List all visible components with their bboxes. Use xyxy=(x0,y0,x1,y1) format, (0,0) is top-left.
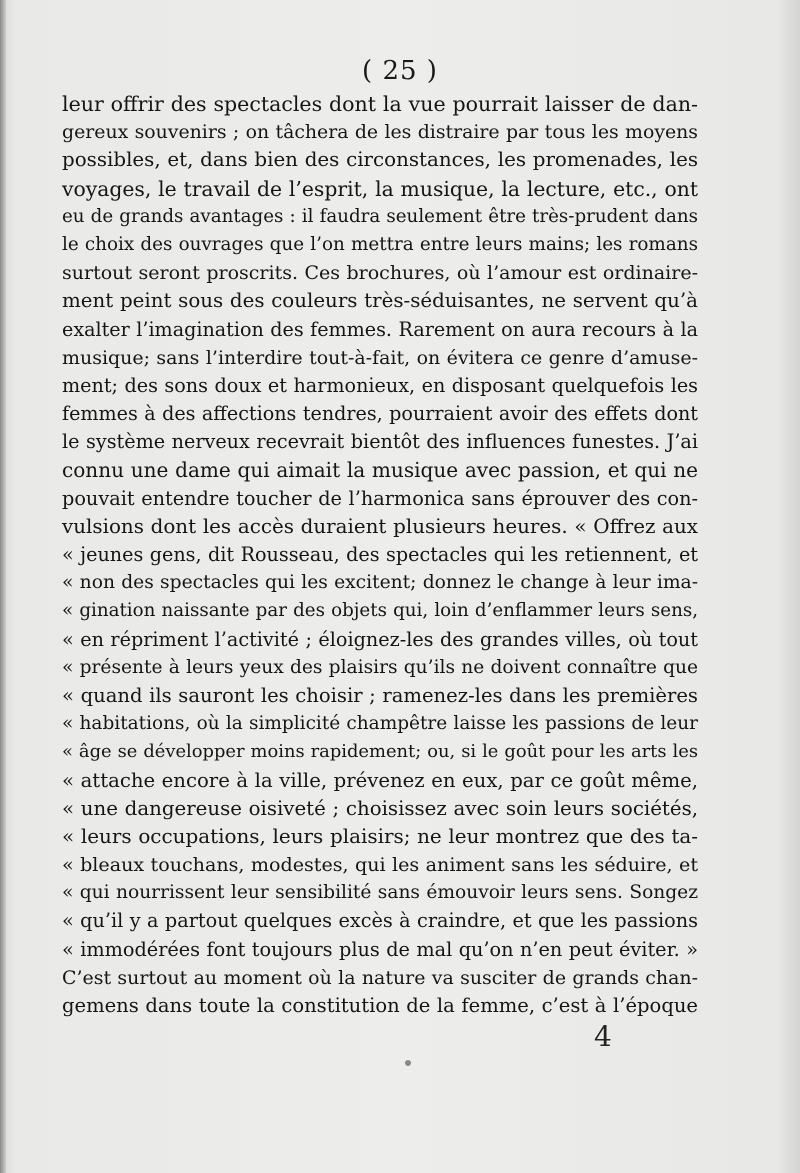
text-line: « immodérées font toujours plus de mal qu’on n’en peut éviter. » xyxy=(62,937,698,961)
text-line: « présente à leurs yeux des plaisirs qu’ils ne doivent connaître que xyxy=(62,656,698,678)
text-line: « attache encore à la ville, prévenez en eux, par ce goût même, xyxy=(62,768,698,792)
text-line: gemens dans toute la constitution de la femme, c’est à l’époque xyxy=(62,994,698,1017)
text-line: pouvait entendre toucher de l’harmonica sans éprouver des con- xyxy=(62,486,698,510)
body-text xyxy=(62,90,698,1020)
text-line: eu de grands avantages : il faudra seulement être très-prudent dans xyxy=(62,205,698,227)
text-line: voyages, le travail de l’esprit, la musique, la lecture, etc., ont xyxy=(62,176,698,201)
text-line: le système nerveux recevrait bientôt des influences funestes. J’ai xyxy=(62,430,698,454)
text-line: possibles, et, dans bien des circonstances, les promenades, les xyxy=(62,148,698,172)
text-line: musique; sans l’interdire tout-à-fait, on évitera ce genre d’amuse- xyxy=(62,346,698,369)
page-edge-shadow xyxy=(0,0,6,1173)
text-line: « non des spectacles qui les excitent; donnez le change à leur ima- xyxy=(62,572,698,594)
text-line: connu une dame qui aimait la musique avec passion, et qui ne xyxy=(62,458,698,483)
text-line: « en répriment l’activité ; éloignez-les des grandes villes, où tout xyxy=(62,627,698,651)
text-line: « bleaux touchans, modestes, qui les animent sans les séduire, et xyxy=(62,853,698,877)
text-line: vulsions dont les accès duraient plusieurs heures. « Offrez aux xyxy=(62,514,698,538)
text-line: leur offrir des spectacles dont la vue pourrait laisser de dan- xyxy=(62,92,698,116)
ink-spot xyxy=(405,1060,411,1066)
text-line: « qu’il y a partout quelques excès à craindre, et que les passions xyxy=(62,909,698,933)
text-line: exalter l’imagination des femmes. Rarement on aura recours à la xyxy=(62,317,698,341)
text-line: ment peint sous des couleurs très-séduisantes, ne servent qu’à xyxy=(62,289,698,313)
text-line: ment; des sons doux et harmonieux, en disposant quelquefois les xyxy=(62,373,698,397)
text-line: « gination naissante par des objets qui, loin d’enflammer leurs sens, xyxy=(62,600,698,622)
text-line: femmes à des affections tendres, pourraient avoir des effets dont xyxy=(62,402,698,426)
text-line: « quand ils sauront les choisir ; ramenez-les dans les premières xyxy=(62,683,698,707)
text-line: gereux souvenirs ; on tâchera de les distraire par tous les moyens xyxy=(62,121,698,144)
text-line: « une dangereuse oisiveté ; choisissez avec soin leurs sociétés, xyxy=(62,796,698,820)
text-line: « habitations, où la simplicité champêtre laisse les passions de leur xyxy=(62,713,698,735)
page-number: ( 25 ) xyxy=(362,56,438,86)
text-line: « qui nourrissent leur sensibilité sans émouvoir leurs sens. Songez xyxy=(62,882,698,904)
text-line: C’est surtout au moment où la nature va susciter de grands chan- xyxy=(62,966,698,989)
text-line: le choix des ouvrages que l’on mettra entre leurs mains; les romans xyxy=(62,233,698,255)
text-line: « jeunes gens, dit Rousseau, des spectacles qui les retiennent, et xyxy=(62,543,698,566)
text-line: « âge se développer moins rapidement; ou, si le goût pour les arts les xyxy=(62,741,698,763)
text-line: « leurs occupations, leurs plaisirs; ne leur montrez que des ta- xyxy=(62,824,698,848)
text-line: surtout seront proscrits. Ces brochures, où l’amour est ordinaire- xyxy=(62,262,698,285)
signature-mark: 4 xyxy=(594,1020,612,1053)
